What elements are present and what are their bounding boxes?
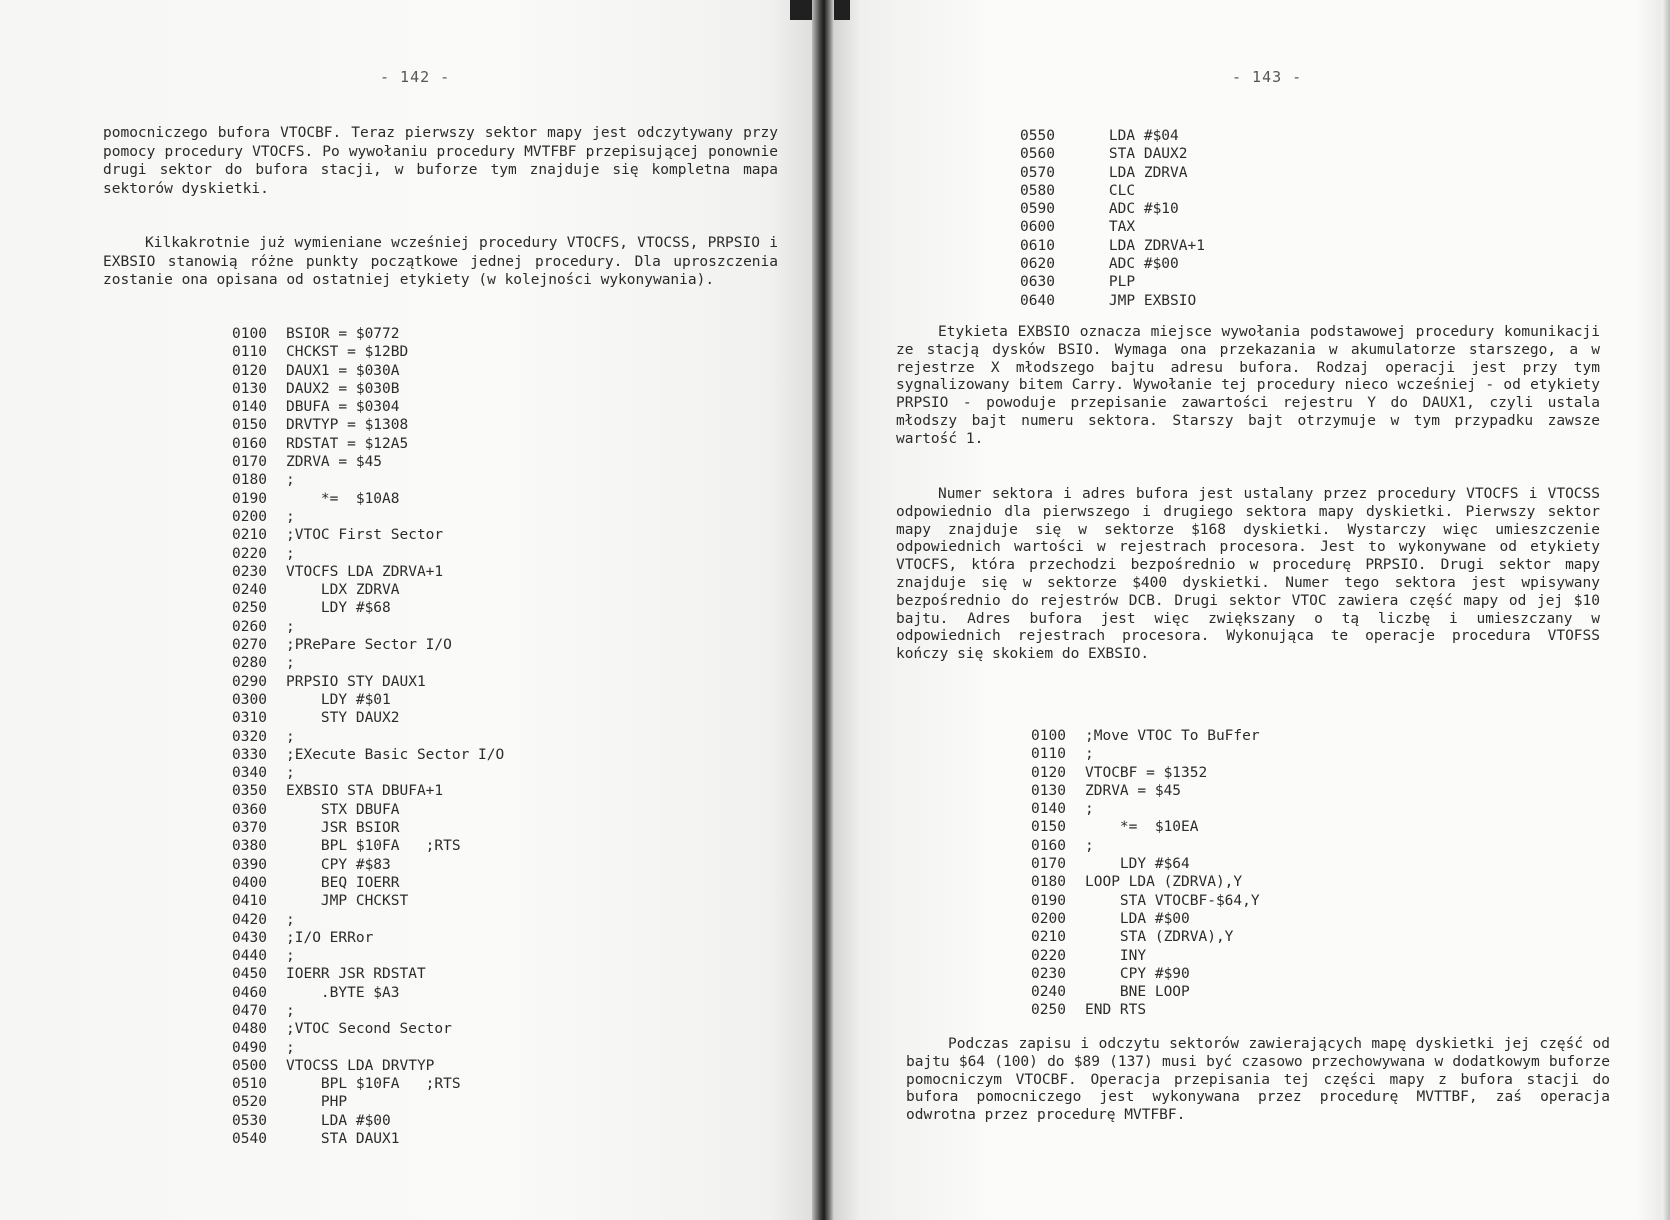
code-line xyxy=(232,929,504,947)
code-text: STY DAUX2 xyxy=(286,710,400,727)
code-text: ; xyxy=(286,765,295,782)
code-line xyxy=(232,874,504,892)
code-text: ; xyxy=(286,911,295,928)
code-line xyxy=(232,471,504,489)
code-line xyxy=(232,362,504,380)
code-text: STA (ZDRVA),Y xyxy=(1085,929,1234,946)
code-line xyxy=(1031,928,1260,946)
code-text: JMP CHCKST xyxy=(286,893,409,910)
code-listing-right-1 xyxy=(1020,127,1205,310)
code-text: ; xyxy=(286,1039,295,1056)
code-line xyxy=(232,398,504,416)
left-paragraph-2 xyxy=(103,234,778,290)
line-number: 0450 xyxy=(232,966,267,983)
right-page xyxy=(828,0,1670,1220)
code-text: ; xyxy=(286,618,295,635)
code-text: CHCKST = $12BD xyxy=(286,344,409,361)
code-text: ; xyxy=(286,472,295,489)
code-text: BPL $10FA ;RTS xyxy=(286,838,461,855)
code-text: CPY #$83 xyxy=(286,856,391,873)
line-number: 0380 xyxy=(232,838,267,855)
code-line xyxy=(1031,782,1260,800)
line-number: 0330 xyxy=(232,746,267,763)
line-number: 0230 xyxy=(232,563,267,580)
code-line xyxy=(232,947,504,965)
code-text: ;VTOC First Sector xyxy=(286,527,444,544)
code-line xyxy=(232,691,504,709)
code-line xyxy=(1020,164,1205,182)
line-number: 0490 xyxy=(232,1039,267,1056)
code-text: ; xyxy=(286,545,295,562)
code-line xyxy=(1020,218,1205,236)
code-text: DAUX2 = $030B xyxy=(286,380,400,397)
code-text: PRPSIO STY DAUX1 xyxy=(286,673,426,690)
code-line xyxy=(232,801,504,819)
line-number: 0550 xyxy=(1020,128,1055,144)
code-line xyxy=(232,709,504,727)
code-line xyxy=(1031,800,1260,818)
code-line xyxy=(232,1057,504,1075)
line-number: 0250 xyxy=(232,600,267,617)
line-number: 0120 xyxy=(232,362,267,379)
line-number: 0590 xyxy=(1020,201,1055,218)
line-number: 0160 xyxy=(1031,837,1066,854)
code-line xyxy=(232,1093,504,1111)
code-text: JSR BSIOR xyxy=(286,820,400,837)
code-line xyxy=(232,782,504,800)
code-line xyxy=(232,563,504,581)
right-paragraph-3-text: Podczas zapisu i odczytu sektorów zawierających mapę dyskietki jej część od bajtu $64 (100) do $89 (137) musi być czasowo przechowywana w dodatkowym buforze pomocniczym VTOCBF. Operacja przepisania tej części mapy z bufora stacji do bufora pomocniczego jest wykonywana przez procedurę MVTTBF, zaś operacja odwrotna przez procedurę MVTFBF. xyxy=(906,1036,1610,1124)
code-line xyxy=(1031,764,1260,782)
line-number: 0170 xyxy=(1031,856,1066,873)
line-number: 0150 xyxy=(232,417,267,434)
page-number-left: - 142 - xyxy=(380,68,451,86)
line-number: 0200 xyxy=(1031,910,1066,927)
code-line xyxy=(1020,145,1205,163)
line-number: 0110 xyxy=(1031,746,1066,763)
code-line xyxy=(1020,182,1205,200)
line-number: 0100 xyxy=(232,326,267,342)
line-number: 0440 xyxy=(232,948,267,965)
line-number: 0480 xyxy=(232,1021,267,1038)
line-number: 0340 xyxy=(232,765,267,782)
code-text: DRVTYP = $1308 xyxy=(286,417,409,434)
code-text: STA DAUX1 xyxy=(286,1131,400,1148)
line-number: 0510 xyxy=(232,1076,267,1093)
code-line xyxy=(232,508,504,526)
code-line xyxy=(1020,273,1205,291)
line-number: 0360 xyxy=(232,801,267,818)
line-number: 0170 xyxy=(232,454,267,471)
book-gutter xyxy=(812,0,834,1220)
code-line xyxy=(1020,200,1205,218)
left-page xyxy=(0,0,828,1220)
code-line xyxy=(1031,745,1260,763)
line-number: 0430 xyxy=(232,929,267,946)
code-text: BNE LOOP xyxy=(1085,984,1190,1001)
code-line xyxy=(1020,255,1205,273)
line-number: 0180 xyxy=(232,472,267,489)
code-text: ;Move VTOC To BuFfer xyxy=(1085,728,1260,744)
code-text: VTOCFS LDA ZDRVA+1 xyxy=(286,563,444,580)
code-line xyxy=(232,1130,504,1148)
code-line xyxy=(232,1002,504,1020)
code-line xyxy=(232,856,504,874)
code-line xyxy=(232,599,504,617)
code-line xyxy=(232,764,504,782)
line-number: 0630 xyxy=(1020,274,1055,291)
code-text: ; xyxy=(1085,746,1094,763)
left-paragraph-2-text: Kilkakrotnie już wymieniane wcześniej procedury VTOCFS, VTOCSS, PRPSIO i EXBSIO stanowią różne punkty początkowe jednej procedury. Dla uproszczenia zostanie ona opisana od ostatniej etykiety (w kolejności wykonywania). xyxy=(103,235,778,288)
line-number: 0300 xyxy=(232,691,267,708)
code-line xyxy=(1020,237,1205,255)
code-line xyxy=(232,1039,504,1057)
line-number: 0560 xyxy=(1020,146,1055,163)
code-line xyxy=(232,453,504,471)
code-text: LDA #$00 xyxy=(1085,910,1190,927)
code-line xyxy=(232,837,504,855)
line-number: 0420 xyxy=(232,911,267,928)
code-line xyxy=(232,984,504,1002)
code-line xyxy=(232,1075,504,1093)
code-line xyxy=(232,728,504,746)
code-line xyxy=(1031,983,1260,1001)
code-text: ; xyxy=(286,508,295,525)
line-number: 0160 xyxy=(232,435,267,452)
code-text: ;EXecute Basic Sector I/O xyxy=(286,746,505,763)
line-number: 0150 xyxy=(1031,819,1066,836)
code-line xyxy=(1031,818,1260,836)
line-number: 0120 xyxy=(1031,764,1066,781)
code-text: LDA ZDRVA xyxy=(1074,164,1188,181)
code-text: ADC #$00 xyxy=(1074,256,1179,273)
code-line xyxy=(1031,947,1260,965)
page-number-right: - 143 - xyxy=(1232,68,1303,86)
code-line xyxy=(232,819,504,837)
code-line xyxy=(232,435,504,453)
line-number: 0190 xyxy=(1031,892,1066,909)
code-line xyxy=(232,380,504,398)
code-text: LOOP LDA (ZDRVA),Y xyxy=(1085,874,1243,891)
line-number: 0580 xyxy=(1020,182,1055,199)
code-line xyxy=(232,416,504,434)
line-number: 0520 xyxy=(232,1094,267,1111)
code-line xyxy=(1031,1001,1260,1019)
code-text: ; xyxy=(1085,837,1094,854)
line-number: 0460 xyxy=(232,984,267,1001)
code-text: LDY #$01 xyxy=(286,691,391,708)
code-text: END RTS xyxy=(1085,1002,1147,1019)
code-text: DAUX1 = $030A xyxy=(286,362,400,379)
code-line xyxy=(232,325,504,343)
code-text: VTOCBF = $1352 xyxy=(1085,764,1208,781)
page-edge xyxy=(1662,0,1670,1220)
right-paragraph-1-text: Etykieta EXBSIO oznacza miejsce wywołania podstawowej procedury komunikacji ze stacją dysków BSIO. Wymaga ona przekazania w akumulatorze starszego, a w rejestrze X młodszego bajtu adresu bufora. Rodzaj operacji jest przy tym sygnalizowany bitem Carry. Wywołanie tej procedury nieco wcześniej - od etykiety PRPSIO - powoduje przepisanie zawartości rejestru Y do DAUX1, czyli ustala młodszy bajt numeru sektora. Starszy bajt otrzymuje w tym przypadku zawsze wartość 1. xyxy=(896,324,1600,447)
code-line xyxy=(232,618,504,636)
code-text: ZDRVA = $45 xyxy=(286,454,383,471)
line-number: 0210 xyxy=(232,527,267,544)
code-line xyxy=(232,1112,504,1130)
code-text: ; xyxy=(286,1002,295,1019)
code-line xyxy=(1031,965,1260,983)
line-number: 0370 xyxy=(232,820,267,837)
code-text: ; xyxy=(1085,801,1094,818)
line-number: 0310 xyxy=(232,710,267,727)
line-number: 0100 xyxy=(1031,728,1066,744)
code-text: ; xyxy=(286,728,295,745)
line-number: 0610 xyxy=(1020,237,1055,254)
code-line xyxy=(232,343,504,361)
line-number: 0140 xyxy=(1031,801,1066,818)
code-text: IOERR JSR RDSTAT xyxy=(286,966,426,983)
right-paragraph-3 xyxy=(906,1036,1610,1125)
line-number: 0250 xyxy=(1031,1002,1066,1019)
line-number: 0200 xyxy=(232,508,267,525)
code-line xyxy=(1031,855,1260,873)
code-text: LDA #$00 xyxy=(286,1112,391,1129)
code-line xyxy=(232,654,504,672)
code-line xyxy=(1031,837,1260,855)
right-paragraph-2-text: Numer sektora i adres bufora jest ustalany przez procedury VTOCFS i VTOCSS odpowiednio dla pierwszego i drugiego sektora mapy dyskietki. Pierwszy sektor mapy znajduje się w sektorze $168 dyskietki. Wystarczy więc umieszczenie odpowiednich wartości w rejestrach procesora. Jest to wykonywane od etykiety VTOCFS, która przechodzi bezpośrednio w procedurę PRPSIO. Drugi sektor mapy znajduje się w sektorze $400 dyskietki. Numer tego sektora jest wpisywany bezpośrednio do rejestrów DCB. Drugi sektor VTOC zawiera część mapy od jej $10 bajtu. Adres bufora jest więc zwiększany o tą liczbę i umieszczany w odpowiednich rejestrach procesora. Wykonująca te operacje procedura VTOFSS kończy się skokiem do EXBSIO. xyxy=(896,486,1600,663)
line-number: 0350 xyxy=(232,783,267,800)
line-number: 0240 xyxy=(232,582,267,599)
line-number: 0220 xyxy=(1031,947,1066,964)
code-line xyxy=(1031,910,1260,928)
code-listing-left xyxy=(232,325,504,1148)
code-line xyxy=(1020,127,1205,145)
code-text: STX DBUFA xyxy=(286,801,400,818)
code-text: ADC #$10 xyxy=(1074,201,1179,218)
code-text: BPL $10FA ;RTS xyxy=(286,1076,461,1093)
code-text: .BYTE $A3 xyxy=(286,984,400,1001)
code-text: JMP EXBSIO xyxy=(1074,292,1197,309)
code-text: PLP xyxy=(1074,274,1136,291)
line-number: 0210 xyxy=(1031,929,1066,946)
line-number: 0400 xyxy=(232,874,267,891)
line-number: 0110 xyxy=(232,344,267,361)
code-text: ZDRVA = $45 xyxy=(1085,782,1182,799)
line-number: 0530 xyxy=(232,1112,267,1129)
code-text: BEQ IOERR xyxy=(286,874,400,891)
code-line xyxy=(232,1020,504,1038)
code-line xyxy=(1031,727,1260,745)
code-text: LDA #$04 xyxy=(1074,128,1179,144)
code-text: ;I/O ERRor xyxy=(286,929,374,946)
line-number: 0280 xyxy=(232,655,267,672)
code-text: *= $10EA xyxy=(1085,819,1199,836)
code-text: ;PRePare Sector I/O xyxy=(286,637,452,654)
code-text: TAX xyxy=(1074,219,1136,236)
line-number: 0410 xyxy=(232,893,267,910)
code-text: BSIOR = $0772 xyxy=(286,326,400,342)
line-number: 0180 xyxy=(1031,874,1066,891)
line-number: 0540 xyxy=(232,1131,267,1148)
line-number: 0220 xyxy=(232,545,267,562)
code-line xyxy=(232,490,504,508)
code-text: ; xyxy=(286,655,295,672)
code-text: CLC xyxy=(1074,182,1136,199)
code-text: PHP xyxy=(286,1094,348,1111)
code-text: STA DAUX2 xyxy=(1074,146,1188,163)
line-number: 0260 xyxy=(232,618,267,635)
line-number: 0290 xyxy=(232,673,267,690)
code-text: ; xyxy=(286,948,295,965)
code-text: LDX ZDRVA xyxy=(286,582,400,599)
line-number: 0190 xyxy=(232,490,267,507)
line-number: 0140 xyxy=(232,399,267,416)
line-number: 0600 xyxy=(1020,219,1055,236)
code-text: INY xyxy=(1085,947,1147,964)
code-line xyxy=(1031,892,1260,910)
line-number: 0240 xyxy=(1031,984,1066,1001)
code-line xyxy=(1031,873,1260,891)
line-number: 0130 xyxy=(1031,782,1066,799)
code-line xyxy=(232,911,504,929)
line-number: 0130 xyxy=(232,380,267,397)
code-text: LDY #$68 xyxy=(286,600,391,617)
line-number: 0230 xyxy=(1031,965,1066,982)
line-number: 0390 xyxy=(232,856,267,873)
code-text: LDY #$64 xyxy=(1085,856,1190,873)
code-text: EXBSIO STA DBUFA+1 xyxy=(286,783,444,800)
right-paragraph-1 xyxy=(896,324,1600,449)
code-line xyxy=(232,526,504,544)
code-text: *= $10A8 xyxy=(286,490,400,507)
line-number: 0500 xyxy=(232,1057,267,1074)
code-line xyxy=(232,636,504,654)
code-line xyxy=(232,965,504,983)
line-number: 0470 xyxy=(232,1002,267,1019)
code-text: STA VTOCBF-$64,Y xyxy=(1085,892,1260,909)
code-text: LDA ZDRVA+1 xyxy=(1074,237,1205,254)
code-line xyxy=(232,545,504,563)
line-number: 0640 xyxy=(1020,292,1055,309)
right-paragraph-2 xyxy=(896,486,1600,664)
code-line xyxy=(232,892,504,910)
code-line xyxy=(1020,292,1205,310)
code-listing-right-2 xyxy=(1031,727,1260,1020)
code-text: ;VTOC Second Sector xyxy=(286,1021,452,1038)
code-line xyxy=(232,746,504,764)
code-text: CPY #$90 xyxy=(1085,965,1190,982)
line-number: 0620 xyxy=(1020,256,1055,273)
line-number: 0570 xyxy=(1020,164,1055,181)
code-text: VTOCSS LDA DRVTYP xyxy=(286,1057,435,1074)
code-text: DBUFA = $0304 xyxy=(286,399,400,416)
code-line xyxy=(232,581,504,599)
code-line xyxy=(232,673,504,691)
line-number: 0270 xyxy=(232,637,267,654)
line-number: 0320 xyxy=(232,728,267,745)
code-text: RDSTAT = $12A5 xyxy=(286,435,409,452)
left-paragraph-1: pomocniczego bufora VTOCBF. Teraz pierwszy sektor mapy jest odczytywany przy pomocy procedury VTOCFS. Po wywołaniu procedury MVTFBF przepisującej ponownie drugi sektor do bufora stacji, w buforze tym znajduje się kompletna mapa sektorów dyskietki. xyxy=(103,125,778,197)
